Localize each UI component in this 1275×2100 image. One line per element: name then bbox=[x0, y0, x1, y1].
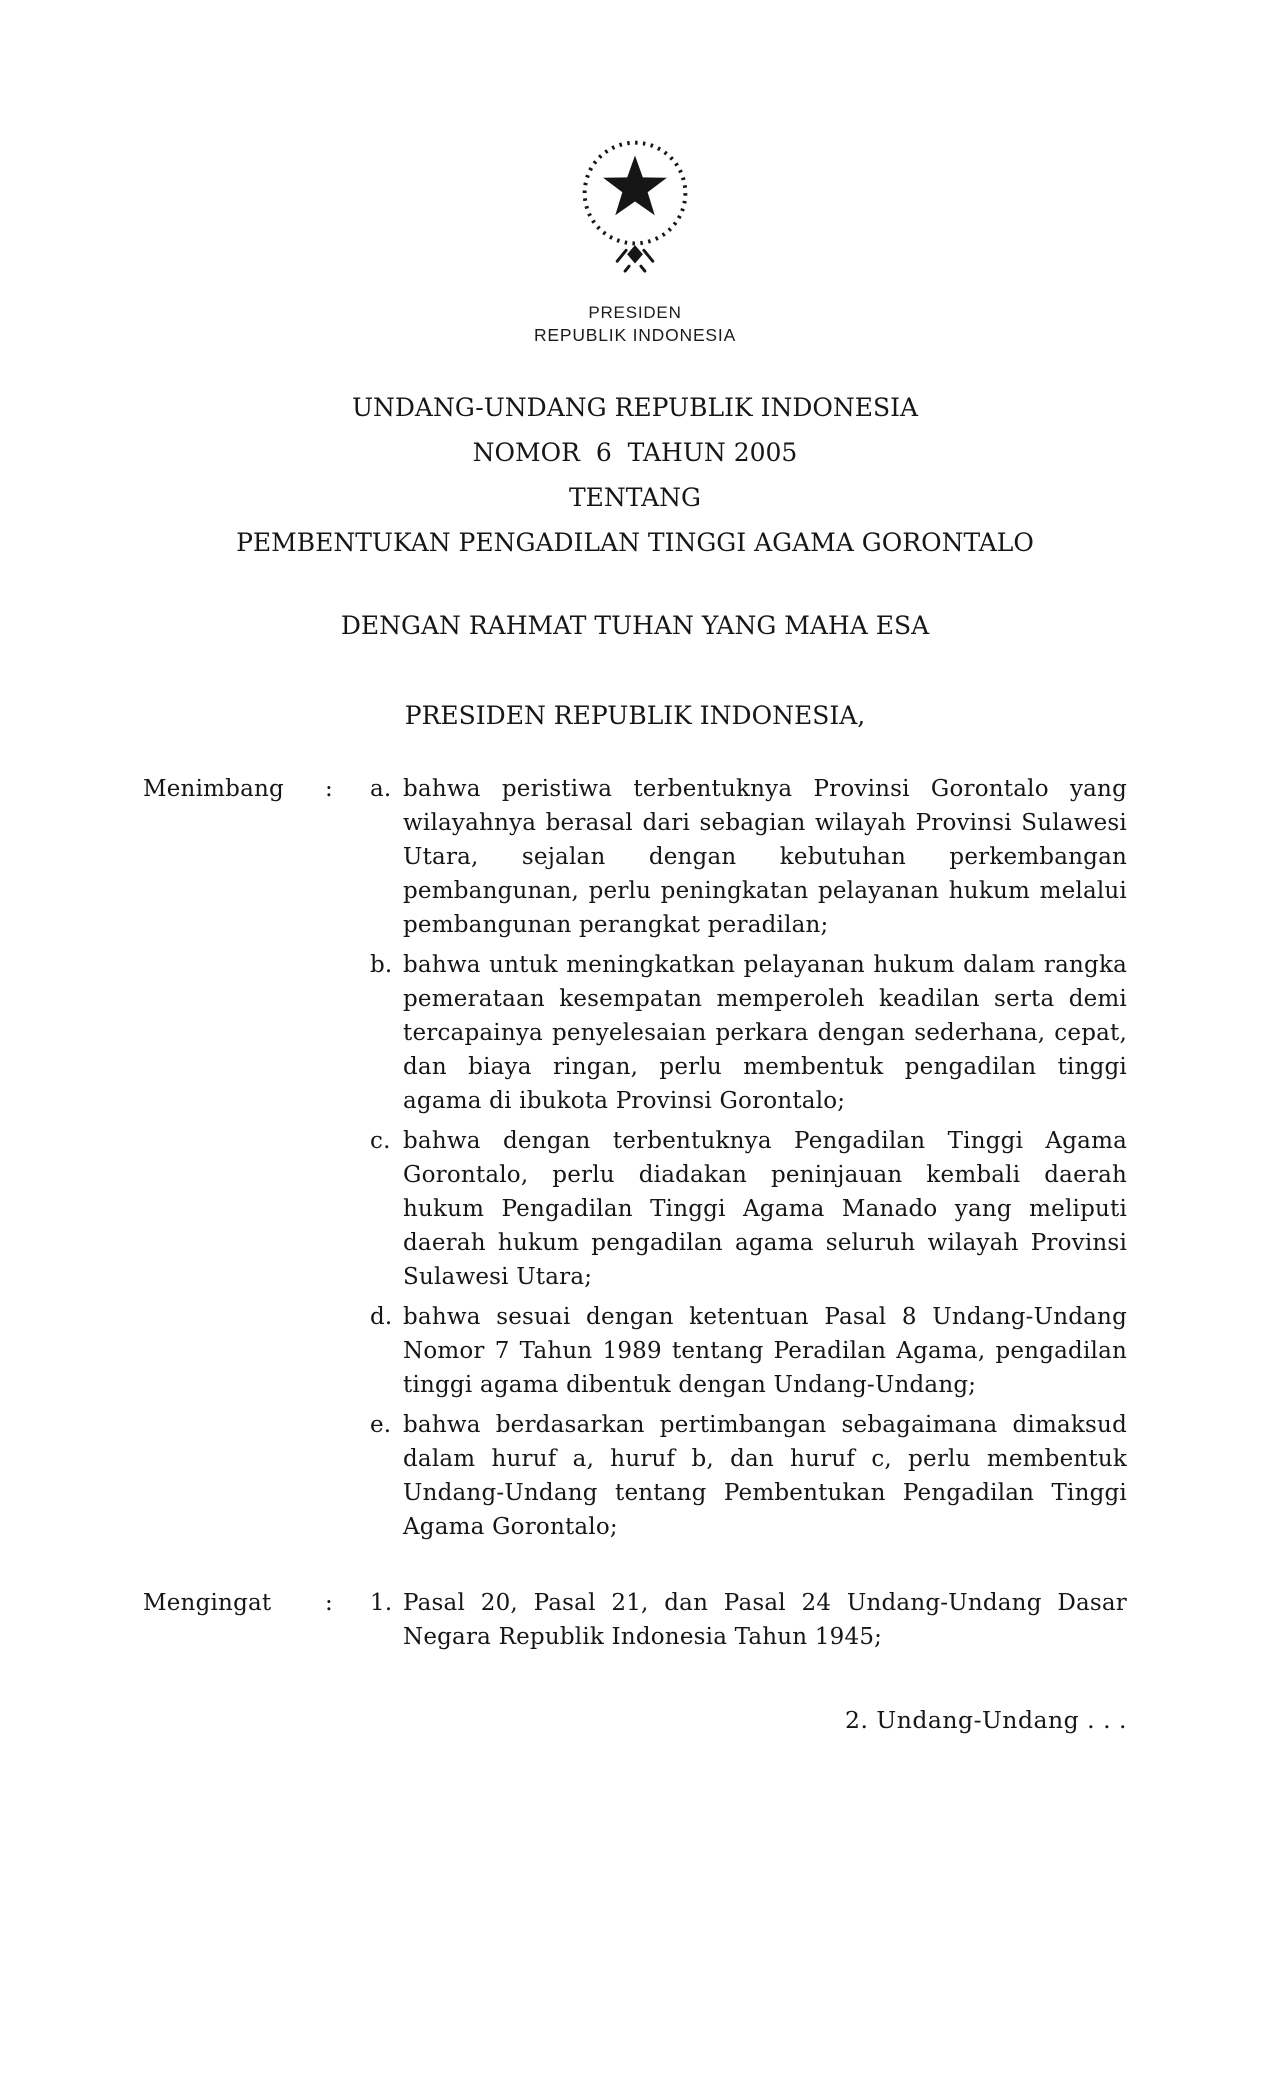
item-marker: b. bbox=[370, 952, 393, 978]
letterhead-presiden: PRESIDEN bbox=[588, 303, 682, 322]
item-marker: a. bbox=[370, 776, 392, 802]
law-subject-line: PEMBENTUKAN PENGADILAN TINGGI AGAMA GORONTALO bbox=[236, 528, 1034, 557]
recalling-label: Mengingat bbox=[143, 1590, 272, 1616]
law-title-block bbox=[143, 385, 1127, 565]
recalling-items bbox=[370, 1586, 1127, 1654]
considering-item-e bbox=[370, 1408, 1127, 1544]
law-number-line: NOMOR 6 TAHUN 2005 bbox=[472, 438, 798, 467]
item-marker: d. bbox=[370, 1304, 393, 1330]
recalling-colon: : bbox=[325, 1590, 333, 1616]
item-text: bahwa berdasarkan pertimbangan sebagaimana dimaksud dalam huruf a, huruf b, dan huruf c, perlu membentuk Undang-Undang tentang Pembentukan Pengadilan Tinggi Agama Gorontalo; bbox=[403, 1412, 1127, 1540]
salutation-line: PRESIDEN REPUBLIK INDONESIA, bbox=[404, 701, 866, 730]
considering-item-a bbox=[370, 772, 1127, 942]
letterhead bbox=[143, 302, 1127, 347]
star-wreath-emblem bbox=[556, 112, 714, 284]
star-wreath-emblem-svg bbox=[556, 112, 714, 284]
letterhead-republik-indonesia: REPUBLIK INDONESIA bbox=[533, 325, 737, 345]
item-marker: 1. bbox=[370, 1590, 393, 1616]
item-text: bahwa untuk meningkatkan pelayanan hukum dalam rangka pemerataan kesempatan memperoleh keadilan serta demi tercapainya penyelesaian perkara dengan sederhana, cepat, dan biaya ringan, perlu membentuk pengadilan tinggi agama di ibukota Provinsi Gorontalo; bbox=[403, 952, 1127, 1114]
considering-colon: : bbox=[325, 776, 333, 802]
item-text: Pasal 20, Pasal 21, dan Pasal 24 Undang-Undang Dasar Negara Republik Indonesia Tahun 1945; bbox=[403, 1590, 1127, 1650]
recalling-section bbox=[143, 1586, 1127, 1654]
considering-items bbox=[370, 772, 1127, 1544]
considering-item-d bbox=[370, 1300, 1127, 1402]
considering-item-c bbox=[370, 1124, 1127, 1294]
item-text: bahwa peristiwa terbentuknya Provinsi Gorontalo yang wilayahnya berasal dari sebagian wilayah Provinsi Sulawesi Utara, sejalan dengan kebutuhan perkembangan pembangunan, perlu peningkatan pelayanan hukum melalui pembangunan perangkat peradilan; bbox=[403, 776, 1127, 938]
item-marker: e. bbox=[370, 1412, 392, 1438]
item-marker: c. bbox=[370, 1128, 391, 1154]
item-text: bahwa sesuai dengan ketentuan Pasal 8 Undang-Undang Nomor 7 Tahun 1989 tentang Peradilan Agama, pengadilan tinggi agama dibentuk dengan Undang-Undang; bbox=[403, 1304, 1127, 1398]
considering-item-b bbox=[370, 948, 1127, 1118]
law-tentang-line: TENTANG bbox=[568, 483, 701, 512]
considering-label: Menimbang bbox=[143, 776, 284, 802]
law-title-line-1: UNDANG-UNDANG REPUBLIK INDONESIA bbox=[351, 393, 919, 422]
recalling-item-1 bbox=[370, 1586, 1127, 1654]
invocation-line: DENGAN RAHMAT TUHAN YANG MAHA ESA bbox=[340, 611, 930, 640]
item-text: bahwa dengan terbentuknya Pengadilan Tinggi Agama Gorontalo, perlu diadakan peninjauan kembali daerah hukum Pengadilan Tinggi Agama Manado yang meliputi daerah hukum pengadilan agama seluruh wilayah Provinsi Sulawesi Utara; bbox=[403, 1128, 1127, 1290]
continuation-marker: 2. Undang-Undang . . . bbox=[845, 1706, 1127, 1734]
considering-section bbox=[143, 772, 1127, 1544]
